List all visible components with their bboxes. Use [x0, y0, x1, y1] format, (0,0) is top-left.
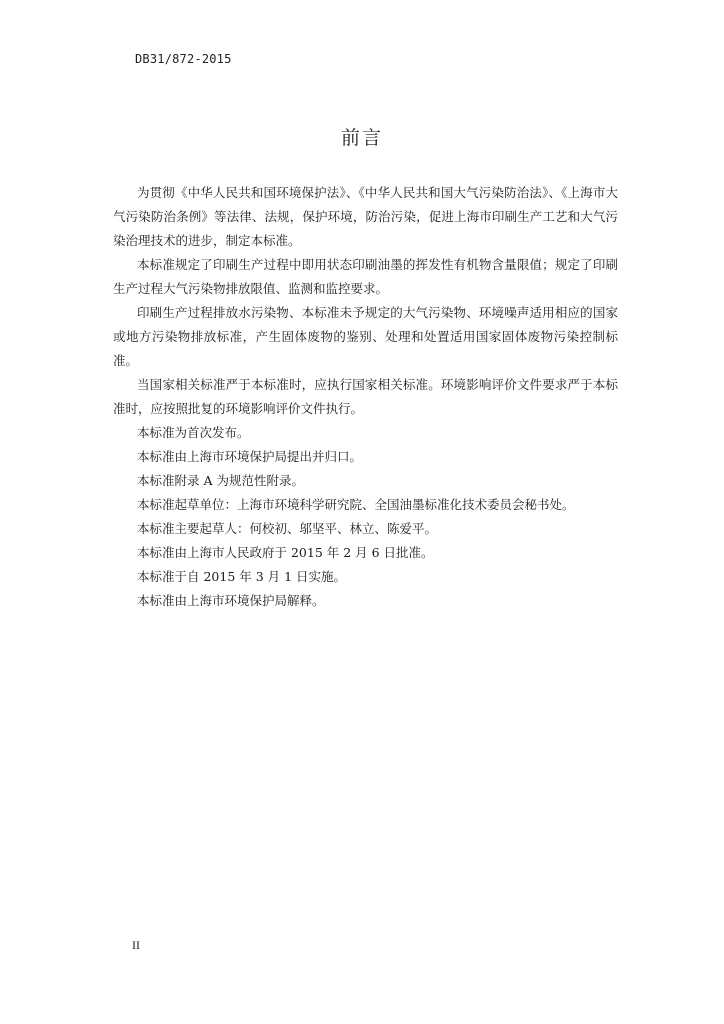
paragraph: 印刷生产过程排放水污染物、本标准未予规定的大气污染物、环境噪声适用相应的国家或地方污染物排放标准，产生固体废物的鉴别、处理和处置适用国家固体废物污染控制标准。	[113, 305, 618, 368]
paragraph: 本标准规定了印刷生产过程中即用状态印刷油墨的挥发性有机物含量限值；规定了印刷生产过程大气污染物排放限值、监测和监控要求。	[113, 257, 618, 296]
paragraph: 本标准由上海市人民政府于 2015 年 2 月 6 日批准。	[137, 545, 434, 560]
paragraph: 本标准起草单位：上海市环境科学研究院、全国油墨标准化技术委员会秘书处。	[137, 497, 575, 512]
paragraph: 本标准由上海市环境保护局解释。	[137, 593, 325, 608]
paragraph: 本标准为首次发布。	[137, 425, 250, 440]
paragraph: 本标准由上海市环境保护局提出并归口。	[137, 449, 363, 464]
paragraph: 本标准于自 2015 年 3 月 1 日实施。	[137, 569, 347, 584]
page-number: II	[132, 938, 140, 952]
paragraph: 本标准主要起草人：何校初、邬坚平、林立、陈爱平。	[137, 521, 438, 536]
paragraph: 本标准附录 A 为规范性附录。	[137, 473, 304, 488]
page-title: 前言	[340, 127, 383, 149]
paragraph: 为贯彻《中华人民共和国环境保护法》、《中华人民共和国大气污染防治法》、《上海市大气污染防治条例》等法律、法规，保护环境，防治污染，促进上海市印刷生产工艺和大气污染治理技术的进步，制定本标准。	[113, 185, 618, 248]
paragraph: 当国家相关标准严于本标准时，应执行国家相关标准。环境影响评价文件要求严于本标准时，应按照批复的环境影响评价文件执行。	[113, 377, 618, 416]
foreword-body	[113, 181, 618, 613]
document-code: DB31/872-2015	[135, 52, 232, 66]
